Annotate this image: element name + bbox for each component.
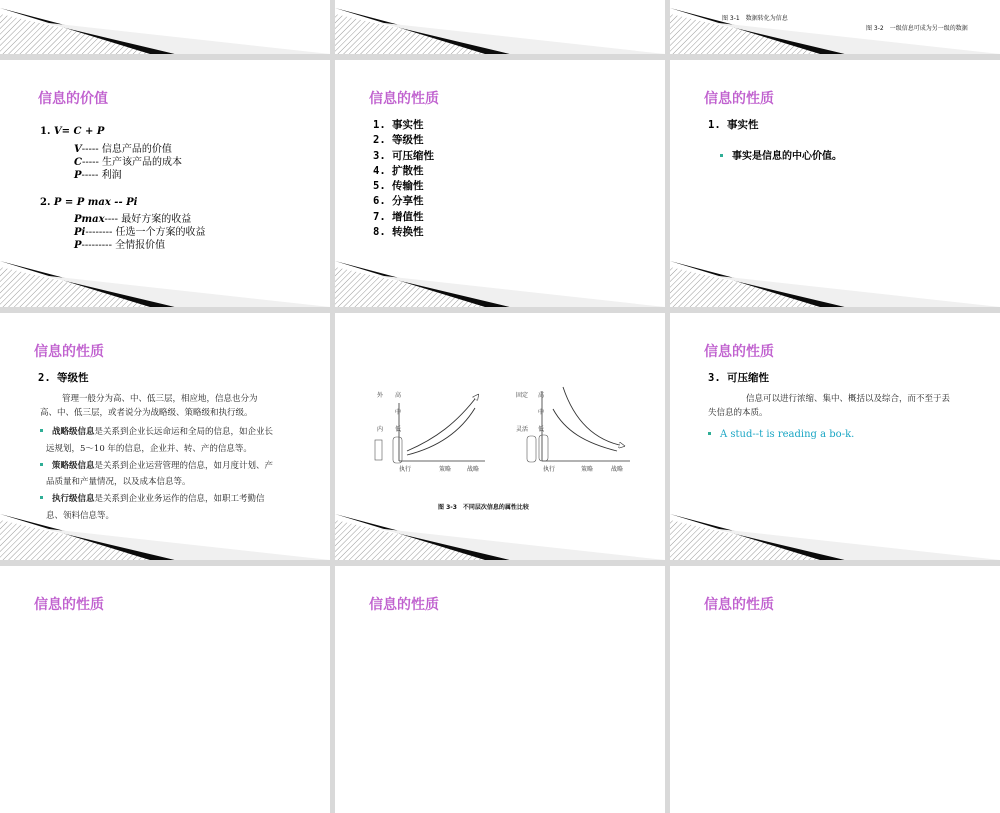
slide-heading: 3. 可压缩性	[708, 372, 769, 384]
slide-decoration	[335, 506, 665, 560]
bullet-icon	[720, 154, 723, 157]
list-item: 5. 传输性	[373, 180, 424, 193]
axis-level-mid: 中	[538, 409, 545, 416]
paragraph-line: 高、中、低三层，或者说分为战略级、策略级和执行级。	[40, 408, 253, 418]
list-item: 6. 分享性	[373, 195, 424, 208]
slide-decoration	[335, 0, 665, 54]
formula-def-p: P----- 利润	[74, 170, 122, 181]
axis-level-mid: 中	[395, 409, 402, 416]
property-list	[373, 118, 434, 240]
bullet-continuation: 品质量和产量情况，以及成本信息等。	[46, 477, 191, 487]
x-label-strategic: 战略	[611, 466, 624, 473]
slide-thumbnail-10[interactable]	[0, 566, 330, 813]
slide-decoration	[335, 253, 665, 307]
slide-thumbnail-9[interactable]	[670, 313, 1000, 560]
slide-thumbnail-11[interactable]	[335, 566, 665, 813]
x-label-execution: 执行	[543, 466, 556, 473]
axis-level-low: 低	[395, 426, 402, 433]
x-label-strategic: 战略	[467, 466, 480, 473]
bullet-continuation: 息、领料信息等。	[46, 511, 115, 521]
bullet-icon	[40, 429, 43, 432]
slide-decoration	[0, 506, 330, 560]
slide-thumbnail-12[interactable]	[670, 566, 1000, 813]
slide-title: 信息的性质	[704, 597, 774, 613]
bullet-item: A stud--t is reading a bo-k.	[708, 428, 854, 441]
bullet-icon	[40, 496, 43, 499]
slide-thumbnail-4[interactable]	[0, 60, 330, 307]
x-label-tactical: 策略	[581, 466, 594, 473]
formula-def-v: V----- 信息产品的价值	[74, 144, 172, 155]
slide-thumbnail-3[interactable]	[670, 0, 1000, 54]
bullet-item: 战略级信息是关系到企业长远命运和全局的信息，如企业长	[40, 426, 273, 438]
bullet-item: 策略级信息是关系到企业运营管理的信息，如月度计划、产	[40, 460, 273, 472]
paragraph-line: 管理一般分为高、中、低三层，相应地，信息也分为	[62, 394, 258, 404]
list-item: 7. 增值性	[373, 210, 424, 223]
slide-title: 信息的性质	[34, 344, 104, 360]
bullet-icon	[708, 432, 711, 435]
slide-decoration	[0, 0, 330, 54]
slide-title: 信息的性质	[369, 91, 439, 107]
slide-thumbnail-5[interactable]	[335, 60, 665, 307]
axis-label-fixed: 固定	[516, 392, 529, 399]
formula-def-pi: Pi-------- 任选一个方案的收益	[74, 227, 206, 238]
formula-line-1: 1. V= C + P	[40, 126, 105, 137]
slide-thumbnail-1[interactable]	[0, 0, 330, 54]
formula-def-pmax: Pmax---- 最好方案的收益	[74, 214, 192, 225]
slide-heading: 1. 事实性	[708, 119, 759, 131]
slide-decoration	[0, 253, 330, 307]
slide-thumbnail-7[interactable]	[0, 313, 330, 560]
slide-title: 信息的价值	[38, 91, 108, 107]
axis-level-high: 高	[395, 392, 402, 399]
formula-line-2: 2. P = P max -- Pi	[40, 197, 138, 208]
formula-def-c: C----- 生产该产品的成本	[74, 157, 183, 168]
list-item: 8. 转换性	[373, 226, 424, 239]
paragraph-line: 信息可以进行浓缩、集中、概括以及综合，而不至于丢	[746, 394, 951, 404]
axis-label-internal: 内	[377, 426, 384, 433]
bullet-item: 事实是信息的中心价值。	[720, 150, 842, 163]
list-item: 3. 可压缩性	[373, 149, 434, 162]
formula-def-pfull: P--------- 全情报价值	[74, 240, 166, 251]
slide-decoration	[670, 0, 1000, 54]
slide-title: 信息的性质	[369, 597, 439, 613]
axis-level-high: 高	[538, 392, 545, 399]
bullet-continuation: 远规划，5～10 年的信息，企业并、转、产的信息等。	[46, 444, 252, 454]
list-item: 2. 等级性	[373, 134, 424, 147]
axis-label-external: 外	[377, 392, 384, 399]
x-label-execution: 执行	[399, 466, 412, 473]
bullet-icon	[40, 463, 43, 466]
slide-decoration	[670, 506, 1000, 560]
figure-caption-3-3: 图 3-3 不同层次信息的属性比较	[438, 504, 529, 511]
figure-caption-3-2: 图 3-2 一级信息可成为另一级的数据	[866, 25, 968, 32]
slide-title: 信息的性质	[704, 91, 774, 107]
slide-thumbnail-6[interactable]	[670, 60, 1000, 307]
axis-label-flexible: 灵活	[516, 426, 529, 433]
list-item: 4. 扩散性	[373, 164, 424, 177]
bullet-item: 执行级信息是关系到企业业务运作的信息，如职工考勤信	[40, 493, 265, 505]
slide-thumbnail-8[interactable]	[335, 313, 665, 560]
paragraph-line: 失信息的本质。	[708, 408, 768, 418]
slide-title: 信息的性质	[704, 344, 774, 360]
axis-level-low: 低	[538, 426, 545, 433]
slide-heading: 2. 等级性	[38, 372, 89, 384]
figure-caption-3-1: 图 3-1 数据转化为信息	[722, 15, 788, 22]
slide-decoration	[670, 253, 1000, 307]
slide-thumbnail-2[interactable]	[335, 0, 665, 54]
x-label-tactical: 策略	[439, 466, 452, 473]
slide-title: 信息的性质	[34, 597, 104, 613]
list-item: 1. 事实性	[373, 119, 424, 131]
